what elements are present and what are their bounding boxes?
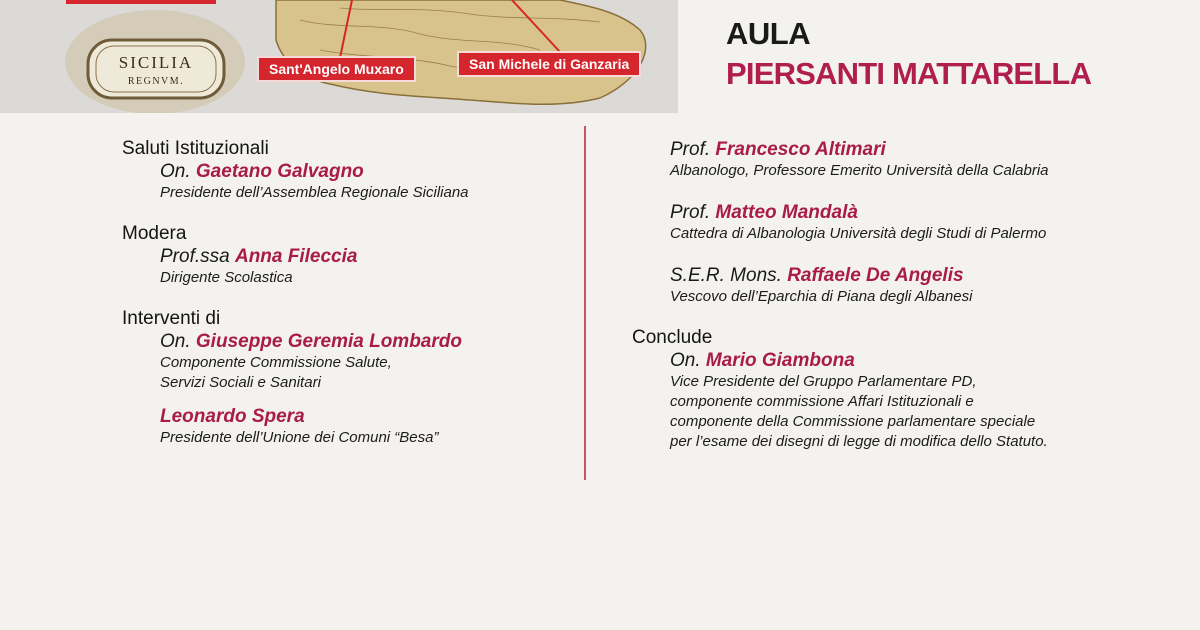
speaker-fileccia [122, 245, 572, 288]
speaker-role: Presidente dell’Assemblea Regionale Siciliana [160, 184, 469, 201]
speaker-mandala [632, 201, 1172, 244]
speaker-role: Cattedra di Albanologia Università degli Studi di Palermo [670, 225, 1047, 242]
speaker-name: Anna Fileccia [234, 246, 358, 267]
town-label-sanmichele: San Michele di Ganzaria [457, 51, 641, 77]
speaker-role: per l’esame dei disegni di legge di modifica dello Statuto. [670, 433, 1048, 450]
speaker-name: Francesco Altimari [715, 139, 886, 160]
town-label-santangelo: Sant'Angelo Muxaro [257, 56, 416, 82]
program-left-column [122, 138, 572, 448]
cartouche-subtitle: REGNVM. [127, 76, 185, 87]
speaker-role: componente della Commissione parlamentare speciale [670, 413, 1036, 430]
speaker-galvagno [122, 160, 572, 203]
section-conclude: Conclude [632, 327, 713, 348]
speaker-title: On. [160, 161, 191, 182]
section-saluti: Saluti Istituzionali [122, 138, 269, 159]
speaker-name: Matteo Mandalà [715, 202, 858, 223]
speaker-role: Albanologo, Professore Emerito Università della Calabria [670, 162, 1049, 179]
speaker-de-angelis [632, 264, 1172, 307]
speaker-giambona [632, 349, 1172, 452]
speaker-title: S.E.R. Mons. [670, 265, 782, 286]
speaker-title: On. [160, 331, 191, 352]
speaker-name: Raffaele De Angelis [787, 265, 964, 286]
speaker-role: Servizi Sociali e Sanitari [160, 374, 321, 391]
speaker-role: Componente Commissione Salute, [160, 354, 392, 371]
speaker-role: Vescovo dell’Eparchia di Piana degli Albanesi [670, 288, 973, 305]
aula-label: AULA [726, 16, 811, 51]
speaker-name: Leonardo Spera [160, 406, 305, 427]
program-right-column [632, 138, 1172, 452]
speaker-title: Prof.ssa [160, 246, 230, 267]
speaker-name: Mario Giambona [705, 350, 855, 371]
speaker-title: Prof. [670, 202, 711, 223]
speaker-name: Gaetano Galvagno [195, 161, 364, 182]
column-divider [584, 126, 586, 480]
speaker-role: Vice Presidente del Gruppo Parlamentare PD, [670, 373, 977, 390]
section-modera: Modera [122, 223, 187, 244]
speaker-role: Presidente dell’Unione dei Comuni “Besa” [160, 429, 439, 446]
section-interventi: Interventi di [122, 308, 221, 329]
speaker-role: Dirigente Scolastica [160, 269, 293, 286]
speaker-altimari [632, 138, 1172, 181]
map-banner [0, 0, 678, 113]
speaker-name: Giuseppe Geremia Lombardo [195, 331, 462, 352]
speaker-role: componente commissione Affari Istituzionali e [670, 393, 974, 410]
speaker-title: On. [670, 350, 701, 371]
cartouche-title: SICILIA [118, 53, 194, 72]
speaker-lombardo [122, 330, 572, 393]
speaker-title: Prof. [670, 139, 711, 160]
aula-name: PIERSANTI MATTARELLA [726, 56, 1092, 91]
speaker-spera [122, 405, 572, 448]
